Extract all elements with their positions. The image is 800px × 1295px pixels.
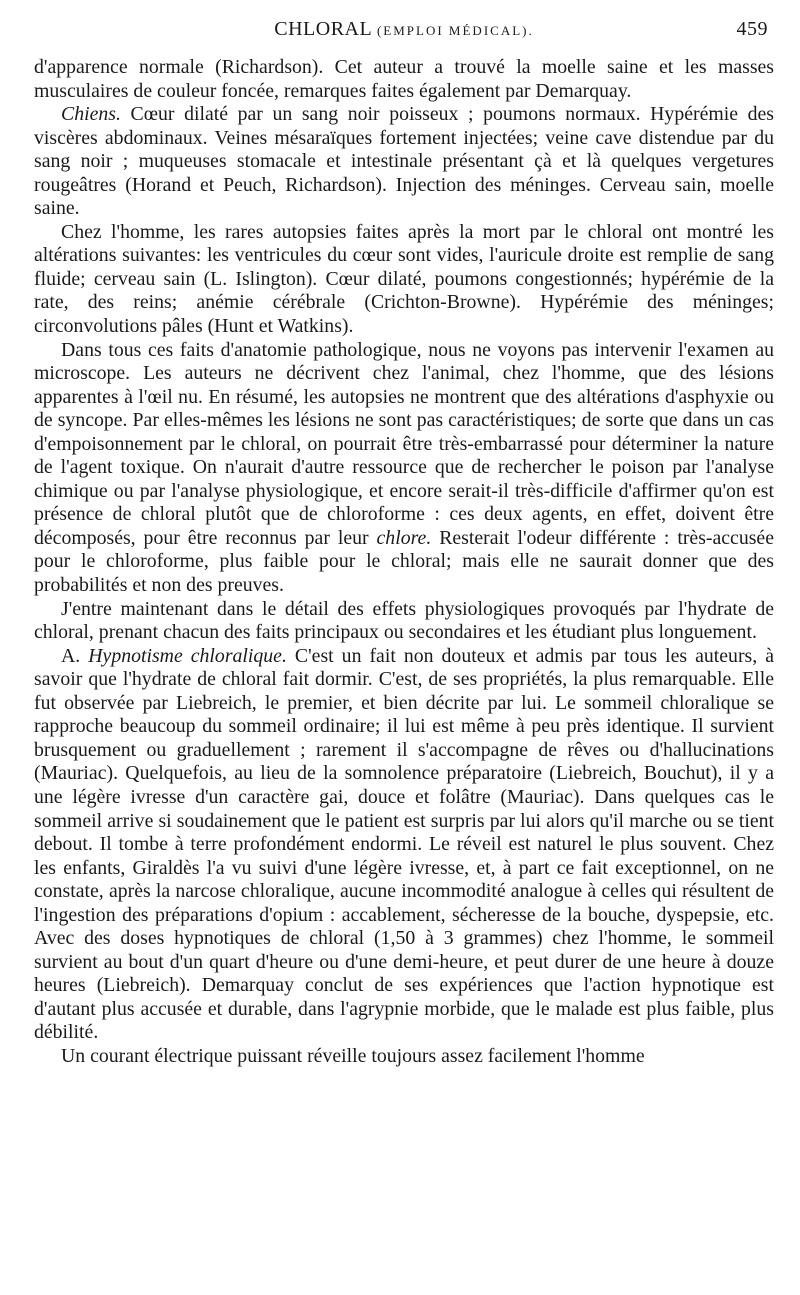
paragraph [34, 221, 774, 339]
paragraph [34, 645, 774, 1045]
text-run: Dans tous ces faits d'anatomie pathologique, nous ne voyons pas intervenir l'examen au microscope. Les auteurs ne décrivent chez l'animal, chez l'homme, que des lésions apparentes à l'œil nu. En résumé, les autopsies ne montrent que des altérations d'asphyxie ou de syncope. Par elles-mêmes les lésions ne sont pas caractéristiques; de sorte que dans un cas d'empoisonnement par le chloral, on pourrait être très-embarrassé pour déterminer la nature de l'agent toxique. On n'aurait d'autre ressource que de rechercher le poison par l'analyse chimique ou par l'analyse physiologique, et encore serait-il très-difficile d'affirmer qu'on est présence de chloral plutôt que de chloroforme : ces deux agents, en effet, doivent être décomposés, pour être reconnus par leur [34, 338, 774, 549]
paragraph [34, 1045, 774, 1069]
running-title [34, 18, 774, 41]
running-title-main: CHLORAL [274, 18, 372, 40]
paragraph [34, 598, 774, 645]
body-text [34, 56, 774, 1069]
text-run: Resterait l'odeur différente : très-accusée pour le chloroforme, plus faible pour le chloral; mais elle ne saurait donner que des probabilités et non des preuves. [34, 526, 774, 597]
text-run: J'entre maintenant dans le détail des effets physiologiques provoqués par l'hydrate de chloral, prenant chacun des faits principaux ou secondaires et les étudiant plus longuement. [34, 597, 774, 644]
text-run: Chez l'homme, les rares autopsies faites après la mort par le chloral ont montré les altérations suivantes: les ventricules du cœur sont vides, l'auricule droite est remplie de sang fluide; cerveau sain (L. Islington). Cœur dilaté, poumons congestionnés; hypérémie de la rate, des reins; anémie cérébrale (Crichton-Browne). Hypérémie des méninges; circonvolutions pâles (Hunt et Watkins). [34, 220, 774, 338]
text-run: Cœur dilaté par un sang noir poisseux ; poumons normaux. Hypérémie des viscères abdominaux. Veines mésaraïques fortement injectées; veine cave distendue par du sang noir ; muqueuses stomacale et intestinale présentant çà et là quelques vergetures rougeâtres (Horand et Peuch, Richardson). Injection des méninges. Cerveau sain, moelle saine. [34, 103, 774, 220]
running-title-subtitle: (EMPLOI MÉDICAL). [376, 23, 534, 38]
running-header [34, 18, 774, 48]
italic-heading: Hypnotisme chloralique. [88, 644, 287, 667]
text-run: Un courant électrique puissant réveille toujours assez facilement l'homme [61, 1044, 645, 1067]
text-run: d'apparence normale (Richardson). Cet auteur a trouvé la moelle saine et les masses musculaires de couleur foncée, remarques faites également par Demarquay. [34, 56, 774, 102]
italic-term: chlore. [376, 526, 432, 549]
paragraph [34, 339, 774, 598]
page-number: 459 [736, 18, 768, 40]
paragraph [34, 103, 774, 221]
section-letter: A. [61, 644, 89, 667]
text-run: C'est un fait non douteux et admis par tous les auteurs, à savoir que l'hydrate de chloral fait dormir. C'est, de ses propriétés, la plus remarquable. Elle fut observée par Liebreich, le premier, et bien décrite par lui. Le sommeil chloralique se rapproche beaucoup du sommeil ordinaire; il lui est même à peu près identique. Il survient brusquement ou graduellement ; rarement il s'accompagne de rêves ou d'hallucinations (Mauriac). Quelquefois, au lieu de la somnolence préparatoire (Liebreich, Bouchut), il y a une légère ivresse d'un caractère gai, douce et folâtre (Mauriac). Dans quelques cas le sommeil arrive si soudainement que le patient est surpris par lui alors qu'il marche ou se tient debout. Il tombe à terre profondément endormi. Le réveil est naturel le plus souvent. Chez les enfants, Giraldès l'a vu suivi d'une légère ivresse, et, à part ce fait exceptionnel, on ne constate, après la narcose chloralique, aucune incommodité analogue à celles qui résultent de l'ingestion des préparations d'opium : accablement, sécheresse de la bouche, dyspepsie, etc. Avec des doses hypnotiques de chloral (1,50 à 3 grammes) chez l'homme, le sommeil survient au bout d'un quart d'heure ou d'une demi-heure, et peut durer de une heure à douze heures (Liebreich). Demarquay conclut de ses expériences que l'action hypnotique est d'autant plus accusée et durable, dans l'agrypnie morbide, que le malade est plus faible, plus débilité. [34, 644, 774, 1044]
paragraph [34, 56, 774, 103]
italic-heading: Chiens. [61, 103, 121, 126]
